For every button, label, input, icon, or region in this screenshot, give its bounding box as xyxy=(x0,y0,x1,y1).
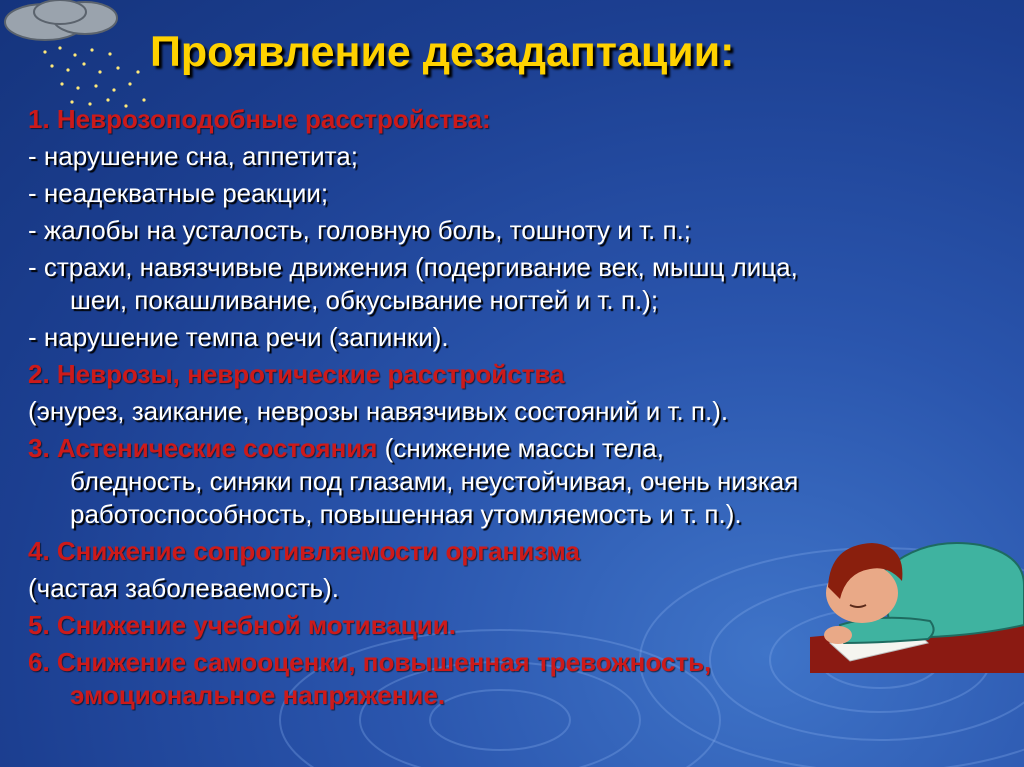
bullet-speech: - нарушение темпа речи (запинки). xyxy=(28,322,449,352)
bullet-complaints: - жалобы на усталость, головную боль, тошноту и т. п.; xyxy=(28,215,692,245)
heading-1: 1. Неврозоподобные расстройства: xyxy=(28,104,491,134)
heading-3-row xyxy=(28,432,988,465)
bullet-reactions: - неадекватные реакции; xyxy=(28,178,329,208)
heading-2: 2. Неврозы, невротические расстройства xyxy=(28,359,565,389)
heading-3: 3. Астенические состояния xyxy=(28,433,378,463)
bullet-fears-cont: шеи, покашливание, обкусывание ногтей и т. п.); xyxy=(70,285,659,315)
text-3-line2: работоспособность, повышенная утомляемость и т. п.). xyxy=(70,499,742,529)
slide-title: Проявление дезадаптации: xyxy=(150,28,735,76)
text-2: (энурез, заикание, неврозы навязчивых состояний и т. п.). xyxy=(28,396,729,426)
heading-4: 4. Снижение сопротивляемости организма xyxy=(28,536,580,566)
text-3-line1: бледность, синяки под глазами, неустойчивая, очень низкая xyxy=(70,466,799,496)
bullet-sleep: - нарушение сна, аппетита; xyxy=(28,141,358,171)
text-4: (частая заболеваемость). xyxy=(28,573,339,603)
bullet-fears: - страхи, навязчивые движения (подергивание век, мышц лица, xyxy=(28,252,798,282)
tired-student-illustration xyxy=(810,525,1024,673)
heading-6-cont: эмоциональное напряжение. xyxy=(70,680,446,710)
rain-cloud-icon xyxy=(0,0,170,120)
heading-5: 5. Снижение учебной мотивации. xyxy=(28,610,456,640)
text-3-inline: (снижение массы тела, xyxy=(377,433,664,463)
heading-6: 6. Снижение самооценки, повышенная тревожность, xyxy=(28,647,712,677)
